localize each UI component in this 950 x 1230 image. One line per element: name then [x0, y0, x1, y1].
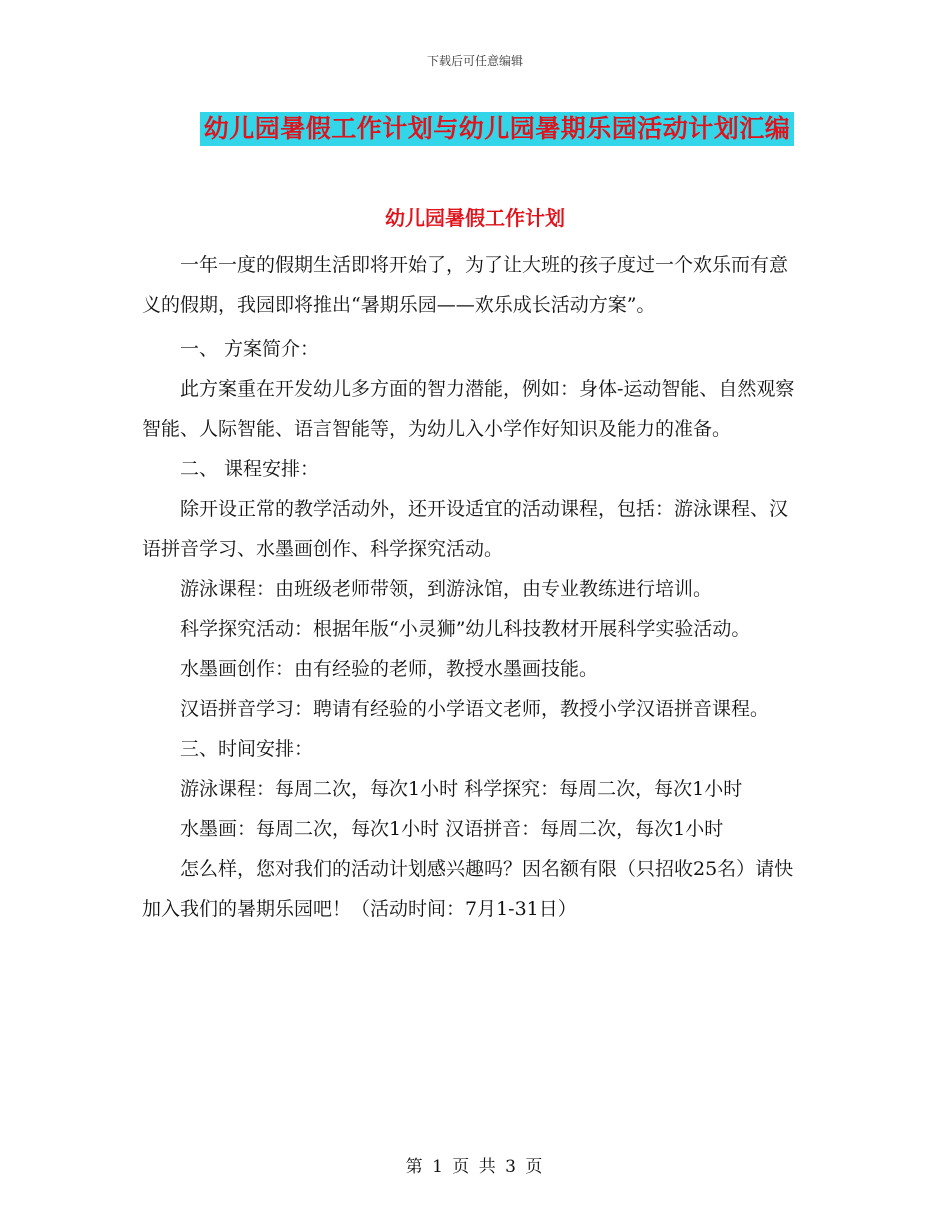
- heading-schedule: 三、时间安排：: [180, 738, 314, 760]
- section-title: 幼儿园暑假工作计划: [385, 206, 565, 230]
- paragraph-ink-painting: 水墨画创作：由有经验的老师，教授水墨画技能。: [180, 658, 599, 680]
- paragraph-schedule-1: 游泳课程：每周二次，每次1小时 科学探究：每周二次，每次1小时: [180, 778, 743, 800]
- main-title: 幼儿园暑假工作计划与幼儿园暑期乐园活动计划汇编: [200, 112, 795, 146]
- paragraph-swimming: 游泳课程：由班级老师带领，到游泳馆，由专业教练进行培训。: [180, 578, 713, 600]
- paragraph-closing: 怎么样，您对我们的活动计划感兴趣吗？因名额有限（只招收25名）请快加入我们的暑期乐园吧！（活动时间：7月1-31日）: [142, 858, 794, 920]
- main-title-wrap: [0, 112, 950, 146]
- page-footer: 第 1 页 共 3 页: [405, 1157, 545, 1177]
- paragraph-plan-intro: 此方案重在开发幼儿多方面的智力潜能，例如：身体-运动智能、自然观察智能、人际智能、语言智能等，为幼儿入小学作好知识及能力的准备。: [142, 378, 795, 440]
- paragraph-science: 科学探究活动：根据年版“小灵狮”幼儿科技教材开展科学实验活动。: [180, 618, 751, 640]
- paragraph-pinyin: 汉语拼音学习：聘请有经验的小学语文老师，教授小学汉语拼音课程。: [180, 698, 770, 720]
- body-text: [142, 245, 802, 929]
- paragraph-intro: 一年一度的假期生活即将开始了，为了让大班的孩子度过一个欢乐而有意义的假期，我园即将推出“暑期乐园——欢乐成长活动方案”。: [142, 254, 789, 316]
- heading-plan-intro: 一、 方案简介：: [180, 338, 320, 360]
- paragraph-course: 除开设正常的教学活动外，还开设适宜的活动课程，包括：游泳课程、汉语拼音学习、水墨画创作、科学探究活动。: [142, 498, 789, 560]
- header-note: 下载后可任意编辑: [426, 54, 523, 68]
- heading-course: 二、 课程安排：: [180, 458, 320, 480]
- paragraph-schedule-2: 水墨画：每周二次，每次1小时 汉语拼音：每周二次，每次1小时: [180, 818, 724, 840]
